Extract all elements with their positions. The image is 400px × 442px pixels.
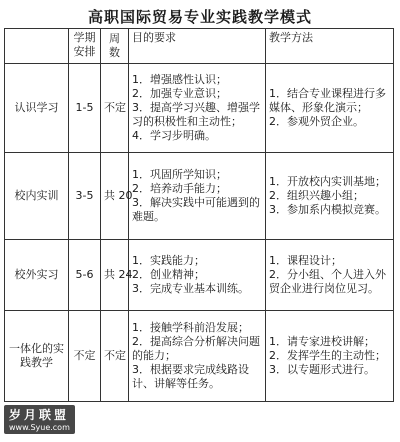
goal-item: 1．实践能力； (132, 254, 205, 267)
watermark-name: 岁月联盟 (9, 408, 70, 422)
stage-cell: 认识学习 (5, 64, 69, 153)
method-item: 2．参观外贸企业。 (269, 115, 364, 128)
goal-item: 1．接触学科前沿发展； (132, 321, 249, 334)
table-row (5, 311, 394, 402)
header-term: 学期安排 (69, 29, 101, 64)
methods-cell (266, 240, 394, 311)
goals-cell (129, 64, 266, 153)
goal-item: 1．增强感性认识； (132, 73, 227, 86)
weeks-cell: 不定 (101, 64, 129, 153)
stage-cell: 一体化的实践教学 (5, 311, 69, 402)
term-cell: 不定 (69, 311, 101, 402)
header-stage (5, 29, 69, 64)
methods-cell (266, 64, 394, 153)
header-goals: 目的要求 (129, 29, 266, 64)
method-item: 1．课程设计； (269, 254, 342, 267)
term-cell: 3-5 (69, 153, 101, 240)
goal-item: 1．巩固所学知识； (132, 168, 227, 181)
weeks-cell: 共 20 (101, 153, 129, 240)
header-methods: 教学方法 (266, 29, 394, 64)
goal-item: 3．根据要求完成线路设计、讲解等任务。 (132, 363, 249, 390)
term-cell: 1-5 (69, 64, 101, 153)
watermark-url: www.Syue.com (9, 423, 70, 432)
goal-item: 3．完成专业基本训练。 (132, 282, 249, 295)
weeks-cell: 共 24 (101, 240, 129, 311)
method-item: 1．结合专业课程进行多媒体、形象化演示； (269, 87, 386, 114)
goals-cell (129, 311, 266, 402)
table-row (5, 240, 394, 311)
methods-cell (266, 311, 394, 402)
goal-item: 3．解决实践中可能遇到的难题。 (132, 196, 260, 223)
goal-item: 2．创业精神； (132, 268, 205, 281)
watermark-logo (4, 405, 75, 434)
header-weeks: 周数 (101, 29, 129, 64)
table-row (5, 153, 394, 240)
goal-item: 2．提高综合分析解决问题的能力； (132, 335, 260, 362)
term-cell: 5-6 (69, 240, 101, 311)
method-item: 2．发挥学生的主动性； (269, 349, 386, 362)
goal-item: 2．加强专业意识； (132, 87, 227, 100)
method-item: 1．开放校内实训基地； (269, 175, 386, 188)
method-item: 2．分小组、个人进入外贸企业进行岗位见习。 (269, 268, 386, 295)
goals-cell (129, 153, 266, 240)
table-row (5, 64, 394, 153)
method-item: 3．以专题形式进行。 (269, 363, 375, 376)
stage-cell: 校外实习 (5, 240, 69, 311)
methods-cell (266, 153, 394, 240)
practice-teaching-table (4, 28, 394, 402)
goal-item: 3．提高学习兴趣、增强学习的积极性和主动性； (132, 101, 260, 128)
goals-cell (129, 240, 266, 311)
stage-cell: 校内实训 (5, 153, 69, 240)
table-header-row (5, 29, 394, 64)
method-item: 3．参加系内模拟竞赛。 (269, 203, 386, 216)
method-item: 1．请专家进校讲解； (269, 335, 375, 348)
method-item: 2．组织兴趣小组； (269, 189, 364, 202)
goal-item: 4．学习步明确。 (132, 129, 216, 142)
document-title: 高职国际贸易专业实践教学模式 (87, 8, 312, 26)
weeks-cell: 不定 (101, 311, 129, 402)
goal-item: 2．培养动手能力； (132, 182, 227, 195)
